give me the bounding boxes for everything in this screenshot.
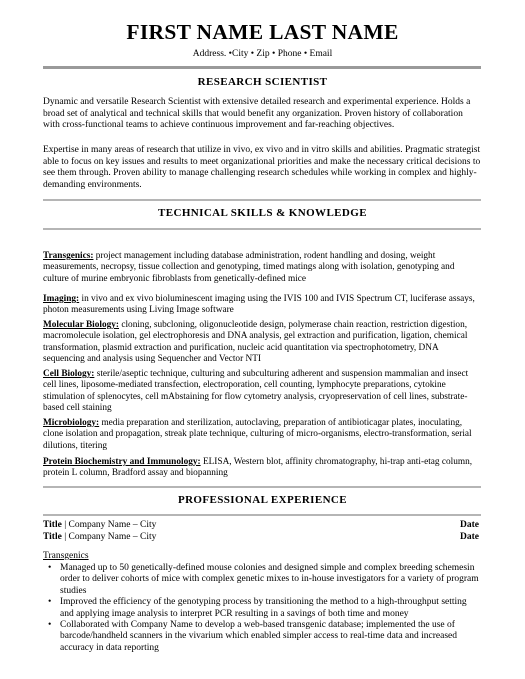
skill-item <box>43 294 481 317</box>
skill-label: Cell Biology: <box>43 369 95 379</box>
summary-paragraph-2: Expertise in many areas of research that utilize in vivo, ex vivo and in vitro skills and abilities. Pragmatic strategist able to focus on key issues and results to meet organizational priorities and make the necessary critical decisions to see them through. Proven ability to manage challenging research schedules while working in complex and highly-demanding environments. <box>43 145 481 190</box>
job-company: | Company Name – City <box>61 520 157 530</box>
skill-label: Imaging: <box>43 294 80 304</box>
header-divider <box>43 66 481 69</box>
skill-label: Molecular Biology: <box>43 320 120 330</box>
skill-item <box>43 418 481 452</box>
skill-item <box>43 320 481 366</box>
summary-paragraph-1: Dynamic and versatile Research Scientist with extensive detailed research and experimental experience. Holds a broad set of analytical and technical skills that would benefit any organization. Proven history of collaboration with cross-functional teams to achieve continuous improvement and far-reaching objectives. <box>43 97 471 131</box>
skills-heading: TECHNICAL SKILLS & KNOWLEDGE <box>158 207 367 219</box>
job-title: Title <box>43 520 62 530</box>
achievement-list <box>43 563 481 654</box>
skill-label: Protein Biochemistry and Immunology: <box>43 457 201 467</box>
skill-item <box>43 457 481 480</box>
list-item: • Improved the efficiency of the genotyping process by transitioning the method to a high-throughput setting and applying image analysis to interpret PCR resulting in a savings of both time and money <box>43 597 481 620</box>
experience-heading: PROFESSIONAL EXPERIENCE <box>177 494 348 506</box>
skill-text: media preparation and sterilization, autoclaving, preparation of antibioticagar plates, inoculating, clone isolation and propagation, streak plate technique, culturing of micro-organisms, electro-transformation, serial dilutions, titering <box>43 418 472 451</box>
skill-label: Transgenics: <box>43 251 94 261</box>
job-title: Title <box>43 532 62 542</box>
section-divider <box>43 228 481 230</box>
section-divider <box>43 514 481 516</box>
skill-text: cloning, subcloning, oligonucleotide design, polymerase chain reaction, restriction digestion, macromolecule isolation, gel electrophoresis and DNA analysis, gel extraction and purification, ligation, chemical transformation, plasmid extraction and purification, nucleic acid quantitation via spectrophotometry, DNA sequencing and analysis using Sequencher and Vector NTI <box>43 320 468 365</box>
skill-text: ELISA, Western blot, affinity chromatography, hi-trap anti-etag column, protein L column, Bradford assay and biopanning <box>43 457 473 479</box>
skill-item <box>43 251 481 285</box>
job-row <box>43 520 481 532</box>
skill-text: project management including database administration, rodent handling and dosing, weight measurements, necropsy, tissue collection and genotyping, timed matings along with isolation, genotyping and culture of murine embryonic fibroblasts from genetically-defined mice <box>43 251 455 284</box>
section-divider <box>43 486 481 488</box>
summary-heading: RESEARCH SCIENTIST <box>197 76 328 88</box>
skill-label: Microbiology: <box>43 418 100 428</box>
skill-text: in vivo and ex vivo bioluminescent imaging using the IVIS 100 and IVIS Spectrum CT, luciferase assays, photon measurements using Living Image software <box>43 294 475 316</box>
job-date: Date <box>460 520 479 530</box>
list-item: • Managed up to 50 genetically-defined mouse colonies and designed simple and complex breeding schemesin order to deliver cohorts of mice with complex genetic mixes to in-house investigators for a variety of program studies <box>43 563 481 597</box>
section-divider <box>43 199 481 201</box>
skill-item <box>43 369 481 415</box>
job-row <box>43 532 481 544</box>
job-company: | Company Name – City <box>61 532 157 542</box>
job-date: Date <box>460 532 479 542</box>
experience-subheading: Transgenics <box>43 551 89 561</box>
contact-line: Address. •City • Zip • Phone • Email <box>192 49 333 59</box>
list-item: • Collaborated with Company Name to develop a web-based transgenic database; implemented the use of barcode/handheld scanners in the vivarium which enabled simpler access to real-time data and increased accuracy in data reporting <box>43 620 481 654</box>
skill-text: sterile/aseptic technique, culturing and subculturing adherent and suspension mammalian and insect cell lines, liposome-mediated transfection, electroporation, cell counting, lymphocyte preparations, cytokine stimulation of splenocytes, cell mAbstaining for flow cytometry analysis, cryopreservation of cell lines, substrate-based cell staining <box>43 369 469 414</box>
candidate-name: FIRST NAME LAST NAME <box>126 20 399 44</box>
